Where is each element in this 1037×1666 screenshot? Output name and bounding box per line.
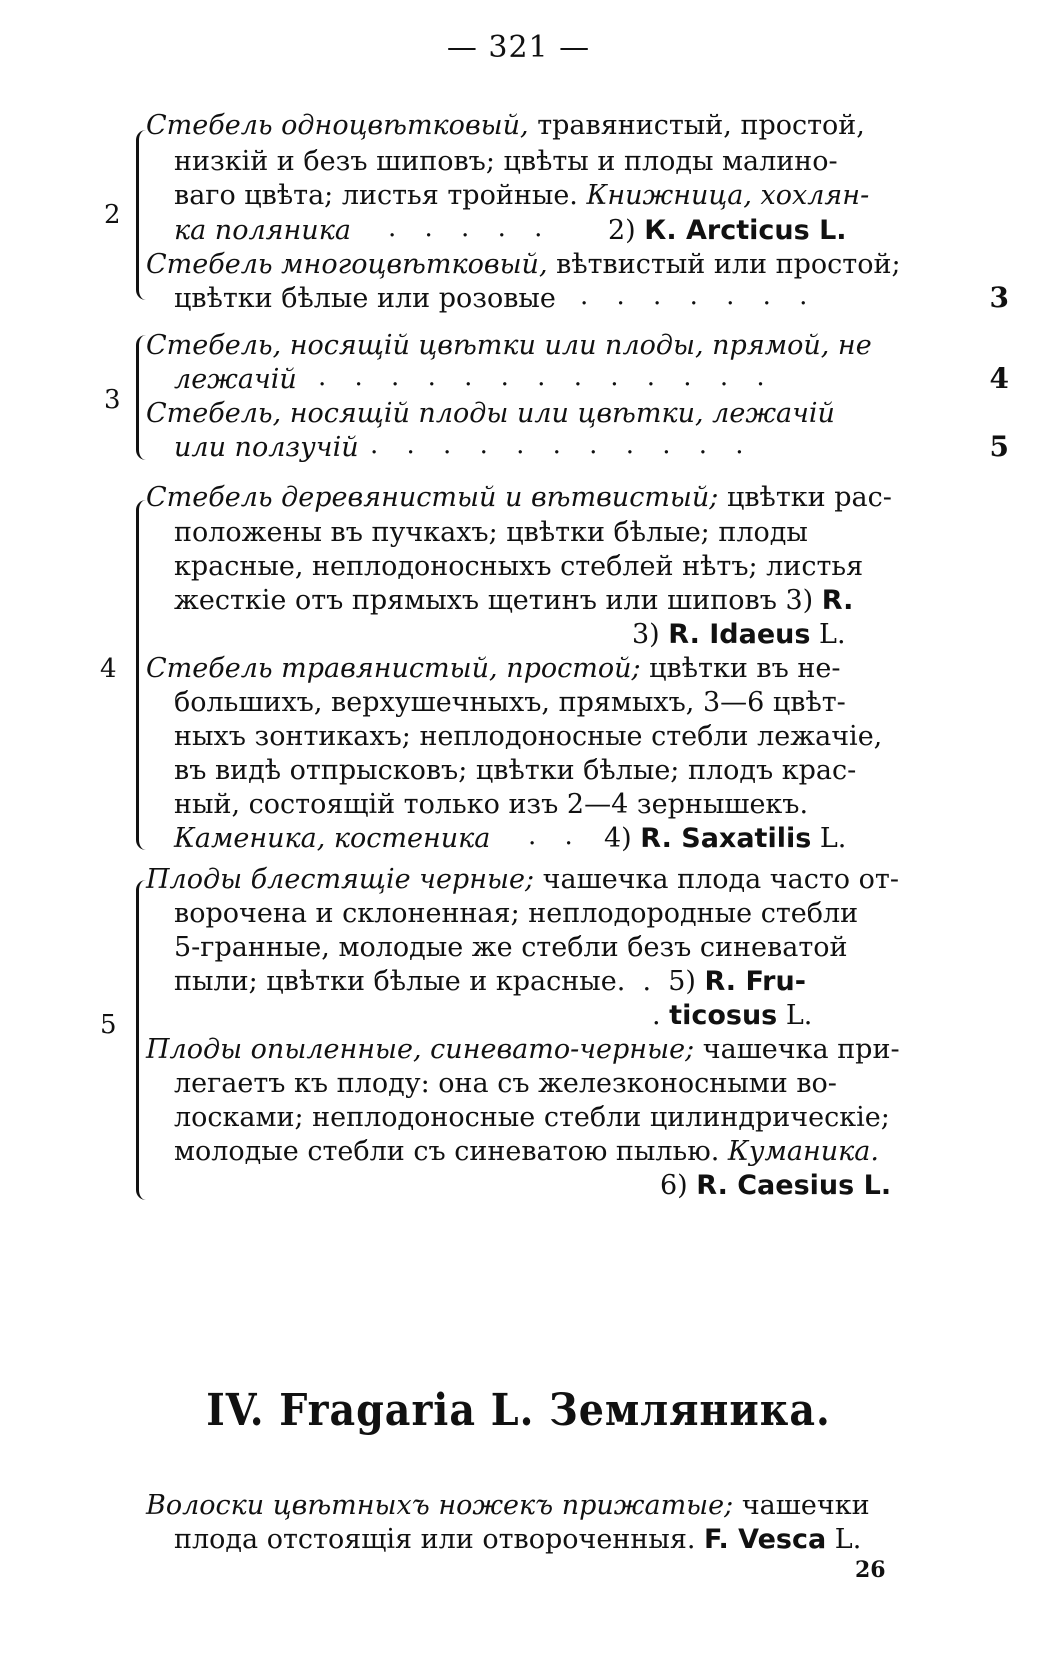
couplet-number: 5 [100, 1010, 117, 1040]
text-line [174, 362, 297, 398]
text-line: положены въ пучкахъ; цвѣтки бѣлые; плоды [174, 517, 808, 548]
couplet-reference: 4 [989, 362, 1009, 395]
text-line [604, 821, 846, 857]
text-line [174, 964, 806, 1000]
text-span: цвѣтки рас- [718, 482, 892, 513]
text-span: 6) [660, 1170, 697, 1201]
text-span: прямой, [703, 330, 830, 361]
leader-dots: . . . . . . . . . . . . . [318, 362, 775, 392]
text-line: большихъ, верхушечныхъ, прямыхъ, 3—6 цвѣт- [174, 687, 846, 718]
text-line: 5-гранные, молодые же стебли безъ синеватой [174, 932, 848, 963]
text-span: чашечка при- [694, 1034, 900, 1065]
species-name: R. Saxatilis [640, 823, 812, 854]
text-line: ный, состоящій только изъ 2—4 зернышекъ. [174, 789, 809, 820]
leader-dots: . . . . . . . [580, 281, 818, 311]
text-line [146, 1488, 870, 1524]
species-name: R. Caesius L. [696, 1170, 892, 1201]
text-line: лосками; неплодоносные стебли цилиндрическіе; [174, 1102, 890, 1133]
text-span: L. [777, 1000, 813, 1031]
text-line: въ видѣ отпрысковъ; цвѣтки бѣлые; плодъ крас- [174, 755, 857, 786]
text-span: жесткіе отъ прямыхъ щетинъ или шиповъ 3) [174, 585, 822, 616]
text-line [632, 617, 846, 653]
text-span: не [829, 330, 872, 361]
couplet-reference: 5 [989, 430, 1009, 463]
text-line [146, 108, 865, 144]
text-line [608, 213, 847, 249]
text-span: L. [810, 619, 846, 650]
signature-mark: 26 [855, 1557, 886, 1583]
common-name: Книжница, хохлян- [586, 180, 870, 211]
text-line: низкій и безъ шиповъ; цвѣты и плоды малино- [174, 146, 838, 177]
lead-phrase: Стебель одноцвѣтковый, [146, 110, 529, 141]
text-line [146, 328, 872, 364]
species-name: R. [821, 585, 854, 616]
common-name: Куманика. [727, 1136, 879, 1167]
text-line [146, 862, 899, 898]
text-line: ныхъ зонтикахъ; неплодоносные стебли лежачіе, [174, 721, 883, 752]
page-number: — 321 — [446, 30, 591, 65]
leader-dots: . . [528, 821, 583, 851]
text-span: L. [826, 1524, 862, 1555]
text-line [174, 583, 853, 619]
species-name: F. Vesca [704, 1524, 827, 1555]
text-line: красные, неплодоносныхъ стеблей нѣтъ; листья [174, 551, 864, 582]
common-name: Каменика, костеника [174, 823, 491, 854]
lead-phrase: Волоски цвѣтныхъ ножекъ прижатые; [146, 1490, 734, 1521]
text-line [146, 1032, 900, 1068]
couplet-number: 3 [104, 385, 121, 415]
leader-dots: . . . . . [388, 213, 553, 243]
text-line [174, 430, 359, 466]
text-line [174, 1522, 861, 1558]
text-line [146, 480, 892, 516]
lead-phrase: Стебель многоцвѣтковый, [146, 249, 548, 280]
text-line [174, 213, 351, 249]
text-span: L. [811, 823, 847, 854]
text-span: вѣтвистый или простой; [547, 249, 901, 280]
text-span: пыли; цвѣтки бѣлые и красные. . 5) [174, 966, 705, 997]
text-line: легаетъ къ плоду: она съ железконосными во- [174, 1068, 837, 1099]
couplet-reference: 3 [989, 281, 1009, 314]
couplet-number: 4 [100, 654, 117, 684]
text-line: ворочена и склоненная; неплодородные стебли [174, 898, 859, 929]
text-line [146, 247, 901, 283]
species-name: R. Idaeus [668, 619, 811, 650]
species-name: ticosus [669, 1000, 778, 1031]
species-name: К. Arcticus L. [644, 215, 847, 246]
text-line [174, 1134, 879, 1170]
text-span: травянистый, простой, [528, 110, 865, 141]
leader-dots: . . . . . . . . . . . [370, 430, 754, 460]
text-line [660, 1168, 891, 1204]
text-line [174, 178, 869, 214]
text-span: плода отстоящія или отвороченныя. [174, 1524, 705, 1555]
text-span: лежачій [174, 364, 297, 395]
species-name: R. Fru- [704, 966, 806, 997]
text-span: молодые стебли съ синеватою пылью. [174, 1136, 728, 1167]
text-span: чашечка плода часто от- [534, 864, 899, 895]
text-span: 2) [608, 215, 645, 246]
text-line [146, 651, 840, 687]
common-name: ка поляника [174, 215, 351, 246]
lead-phrase: Плоды блестящіе черные; [146, 864, 535, 895]
text-span: 3) [632, 619, 669, 650]
lead-phrase: Стебель травянистый, простой; [146, 653, 641, 684]
text-line [174, 821, 490, 857]
lead-phrase: Стебель деревянистый и вѣтвистый; [146, 482, 719, 513]
section-title: IV. Fragaria L. Земляника. [206, 1385, 831, 1436]
text-span: . [652, 1000, 670, 1031]
lead-phrase: Стебель, носящій цвѣтки или плоды, [146, 330, 704, 361]
lead-phrase: Плоды опыленные, синевато-черные; [146, 1034, 695, 1065]
text-span: 4) [604, 823, 641, 854]
text-span: или ползучій [174, 432, 359, 463]
couplet-number: 2 [104, 200, 121, 230]
text-line: цвѣтки бѣлые или розовые [174, 283, 556, 314]
text-span: цвѣтки въ не- [640, 653, 841, 684]
text-span: чашечки [733, 1490, 870, 1521]
text-span: ваго цвѣта; листья тройные. [174, 180, 587, 211]
lead-phrase: Стебель, носящій плоды или цвѣтки, лежачій [146, 398, 835, 429]
text-line [652, 998, 812, 1034]
